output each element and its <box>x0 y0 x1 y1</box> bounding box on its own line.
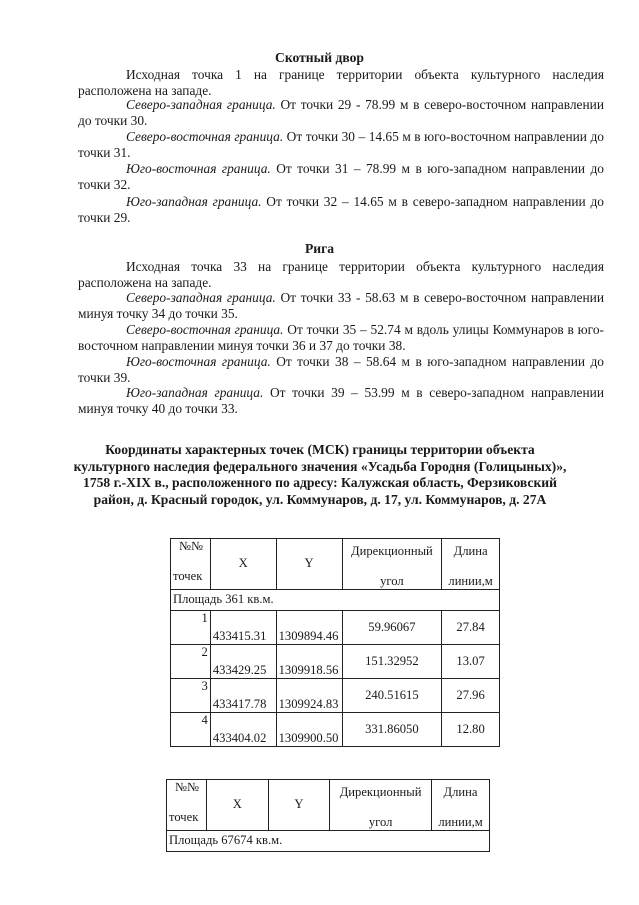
header-text: Дирекционный <box>350 544 433 558</box>
coord-x: 433404.02 <box>210 713 276 747</box>
section2-intro <box>78 259 604 290</box>
border-text: От точки 39 – 53.99 м в северо-западном направлении минуя точку 40 до точки 33. <box>78 385 604 416</box>
border-text: От точки 29 - 78.99 м в северо-восточном направлении до точки 30. <box>78 97 604 128</box>
header-text: точек <box>169 809 199 824</box>
header-length <box>432 780 490 831</box>
direction-angle: 151.32952 <box>342 645 442 679</box>
header-text: Дирекционный <box>339 785 422 799</box>
section2-border-nw <box>78 290 604 321</box>
coordinates-table-1 <box>170 538 500 747</box>
table-area-row <box>167 831 490 852</box>
coord-y: 1309900.50 <box>276 713 342 747</box>
point-number: 3 <box>171 679 211 713</box>
coord-x: 433429.25 <box>210 645 276 679</box>
border-name: Северо-восточная граница. <box>126 129 284 144</box>
section1-border-se <box>78 161 604 192</box>
title-line: культурного наследия федерального значения «Усадьба Городня (Голицыных)», <box>73 458 567 474</box>
point-number: 2 <box>171 645 211 679</box>
header-y: Y <box>276 539 342 590</box>
line-length: 27.84 <box>442 611 500 645</box>
header-length <box>442 539 500 590</box>
coord-x: 433415.31 <box>210 611 276 645</box>
section2-border-sw <box>78 385 604 416</box>
border-name: Северо-восточная граница. <box>126 322 284 337</box>
header-text: угол <box>368 814 393 829</box>
section-heading-skotny-dvor: Скотный двор <box>275 50 364 65</box>
section1-intro <box>78 67 604 98</box>
direction-angle: 59.96067 <box>342 611 442 645</box>
section2-border-ne <box>78 322 604 353</box>
header-text: линии,м <box>438 814 483 829</box>
direction-angle: 240.51615 <box>342 679 442 713</box>
direction-angle: 331.86050 <box>342 713 442 747</box>
border-text: От точки 35 – 52.74 м вдоль улицы Коммунаров в юго-восточном направлении минуя точки 36 и 37 до точки 38. <box>78 322 604 353</box>
header-text: угол <box>380 573 404 588</box>
section1-border-nw <box>78 97 604 128</box>
border-text: От точки 31 – 78.99 м в юго-западном направлении до точки 32. <box>78 161 604 192</box>
header-text: №№ <box>179 539 204 553</box>
line-length: 27.96 <box>442 679 500 713</box>
header-text: точек <box>173 568 203 583</box>
line-length: 13.07 <box>442 645 500 679</box>
border-name: Юго-восточная граница. <box>126 354 271 369</box>
header-angle <box>330 780 432 831</box>
border-name: Юго-восточная граница. <box>126 161 271 176</box>
coordinates-table-2 <box>166 779 490 852</box>
area-label: Площадь 361 кв.м. <box>171 590 500 611</box>
section2-intro-text: Исходная точка 33 на границе территории объекта культурного наследия расположена на западе. <box>78 259 604 290</box>
header-point-number <box>167 780 207 831</box>
section1-border-ne <box>78 129 604 160</box>
table-area-row <box>171 590 500 611</box>
header-text: Длина <box>453 544 488 558</box>
point-number: 4 <box>171 713 211 747</box>
area-label: Площадь 67674 кв.м. <box>167 831 490 852</box>
coord-x: 433417.78 <box>210 679 276 713</box>
table-row <box>171 679 500 713</box>
header-y: Y <box>268 780 330 831</box>
section-heading-riga: Рига <box>304 241 335 256</box>
border-name: Северо-западная граница. <box>126 97 276 112</box>
border-name: Юго-западная граница. <box>126 194 262 209</box>
border-text: От точки 30 – 14.65 м в юго-восточном направлении до точки 31. <box>78 129 604 160</box>
header-x: X <box>206 780 268 831</box>
border-name: Юго-западная граница. <box>126 385 264 400</box>
header-text: №№ <box>175 780 200 794</box>
coord-y: 1309894.46 <box>276 611 342 645</box>
section1-intro-text: Исходная точка 1 на границе территории объекта культурного наследия расположена на западе. <box>78 67 604 98</box>
table-row <box>171 713 500 747</box>
border-text: От точки 32 – 14.65 м в северо-западном направлении до точки 29. <box>78 194 604 225</box>
coord-y: 1309918.56 <box>276 645 342 679</box>
coordinates-title <box>40 442 600 508</box>
header-text: Длина <box>443 785 478 799</box>
header-point-number <box>171 539 211 590</box>
section2-border-se <box>78 354 604 385</box>
border-text: От точки 38 – 58.64 м в юго-западном направлении до точки 39. <box>78 354 604 385</box>
border-text: От точки 33 - 58.63 м в северо-восточном направлении минуя точку 34 до точки 35. <box>78 290 604 321</box>
table-row <box>171 611 500 645</box>
section1-border-sw <box>78 194 604 225</box>
title-line: 1758 г.-XIX в., расположенного по адресу: Калужская область, Ферзиковский <box>83 475 557 490</box>
coord-y: 1309924.83 <box>276 679 342 713</box>
title-line: район, д. Красный городок, ул. Коммунаров, д. 17, ул. Коммунаров, д. 27А <box>93 491 547 507</box>
table-header-row <box>171 539 500 590</box>
border-name: Северо-западная граница. <box>126 290 276 305</box>
header-text: линии,м <box>448 573 493 588</box>
table-row <box>171 645 500 679</box>
line-length: 12.80 <box>442 713 500 747</box>
header-angle <box>342 539 442 590</box>
point-number: 1 <box>171 611 211 645</box>
table-header-row <box>167 780 490 831</box>
title-line: Координаты характерных точек (МСК) границы территории объекта <box>105 442 535 457</box>
header-x: X <box>210 539 276 590</box>
